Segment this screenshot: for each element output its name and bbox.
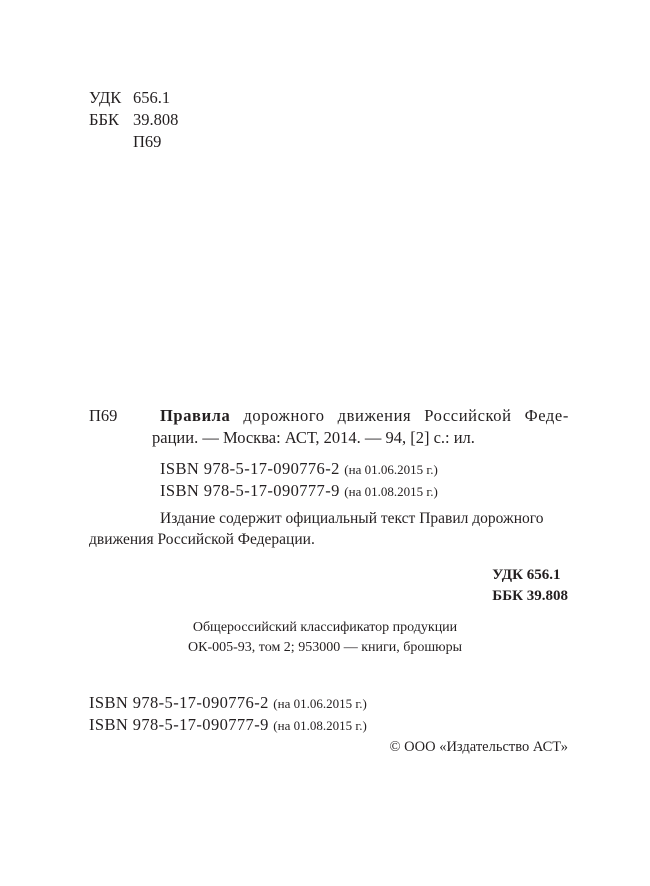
isbn-number: ISBN 978-5-17-090777-9 <box>89 715 269 734</box>
entry-word: движения <box>337 406 412 425</box>
catalog-entry-line-2: рации. — Москва: АСТ, 2014. — 94, [2] с.: ил. <box>152 428 475 447</box>
udk-value: 656.1 <box>133 88 171 107</box>
bbk-value: 39.808 <box>133 110 179 129</box>
udk-label: УДК <box>89 88 122 107</box>
isbn-line <box>89 714 367 736</box>
top-classification-codes <box>89 87 178 153</box>
isbn-note: (на 01.06.2015 г.) <box>273 696 367 711</box>
copyright-notice: © ООО «Издательство АСТ» <box>389 739 568 755</box>
catalog-entry-line-1 <box>160 405 569 427</box>
isbn-number: ISBN 978-5-17-090776-2 <box>160 459 340 478</box>
isbn-line <box>160 480 438 502</box>
bbk-code: ББК 39.808 <box>492 588 568 604</box>
isbn-number: ISBN 978-5-17-090776-2 <box>89 693 269 712</box>
bbk-row <box>89 109 178 131</box>
entry-isbn-list <box>160 458 438 502</box>
bbk-label: ББК <box>89 110 119 129</box>
isbn-note: (на 01.08.2015 г.) <box>344 484 438 499</box>
book-title: Правила <box>160 406 231 425</box>
catalog-entry <box>152 405 569 449</box>
udk-row <box>89 87 178 109</box>
isbn-note: (на 01.06.2015 г.) <box>344 462 438 477</box>
bold-classification-codes <box>492 565 568 607</box>
product-classifier <box>0 618 650 658</box>
udk-code: УДК 656.1 <box>492 567 561 583</box>
isbn-number: ISBN 978-5-17-090777-9 <box>160 481 340 500</box>
isbn-note: (на 01.08.2015 г.) <box>273 718 367 733</box>
description-line-1: Издание содержит официальный текст Правил дорожного <box>160 510 544 527</box>
isbn-line <box>160 458 438 480</box>
isbn-line <box>89 692 367 714</box>
entry-word: дорожного <box>243 406 325 425</box>
description-line-2: движения Российской Федерации. <box>89 531 315 548</box>
author-sign: П69 <box>133 132 162 151</box>
entry-word: Российской <box>424 406 512 425</box>
classifier-line-2: ОК-005-93, том 2; 953000 — книги, брошюры <box>188 640 462 655</box>
bottom-isbn-list <box>89 692 367 736</box>
entry-word: Феде- <box>524 406 569 425</box>
classifier-line-1: Общероссийский классификатор продукции <box>192 620 458 635</box>
book-description <box>89 508 544 550</box>
catalog-entry-code: П69 <box>89 406 118 425</box>
